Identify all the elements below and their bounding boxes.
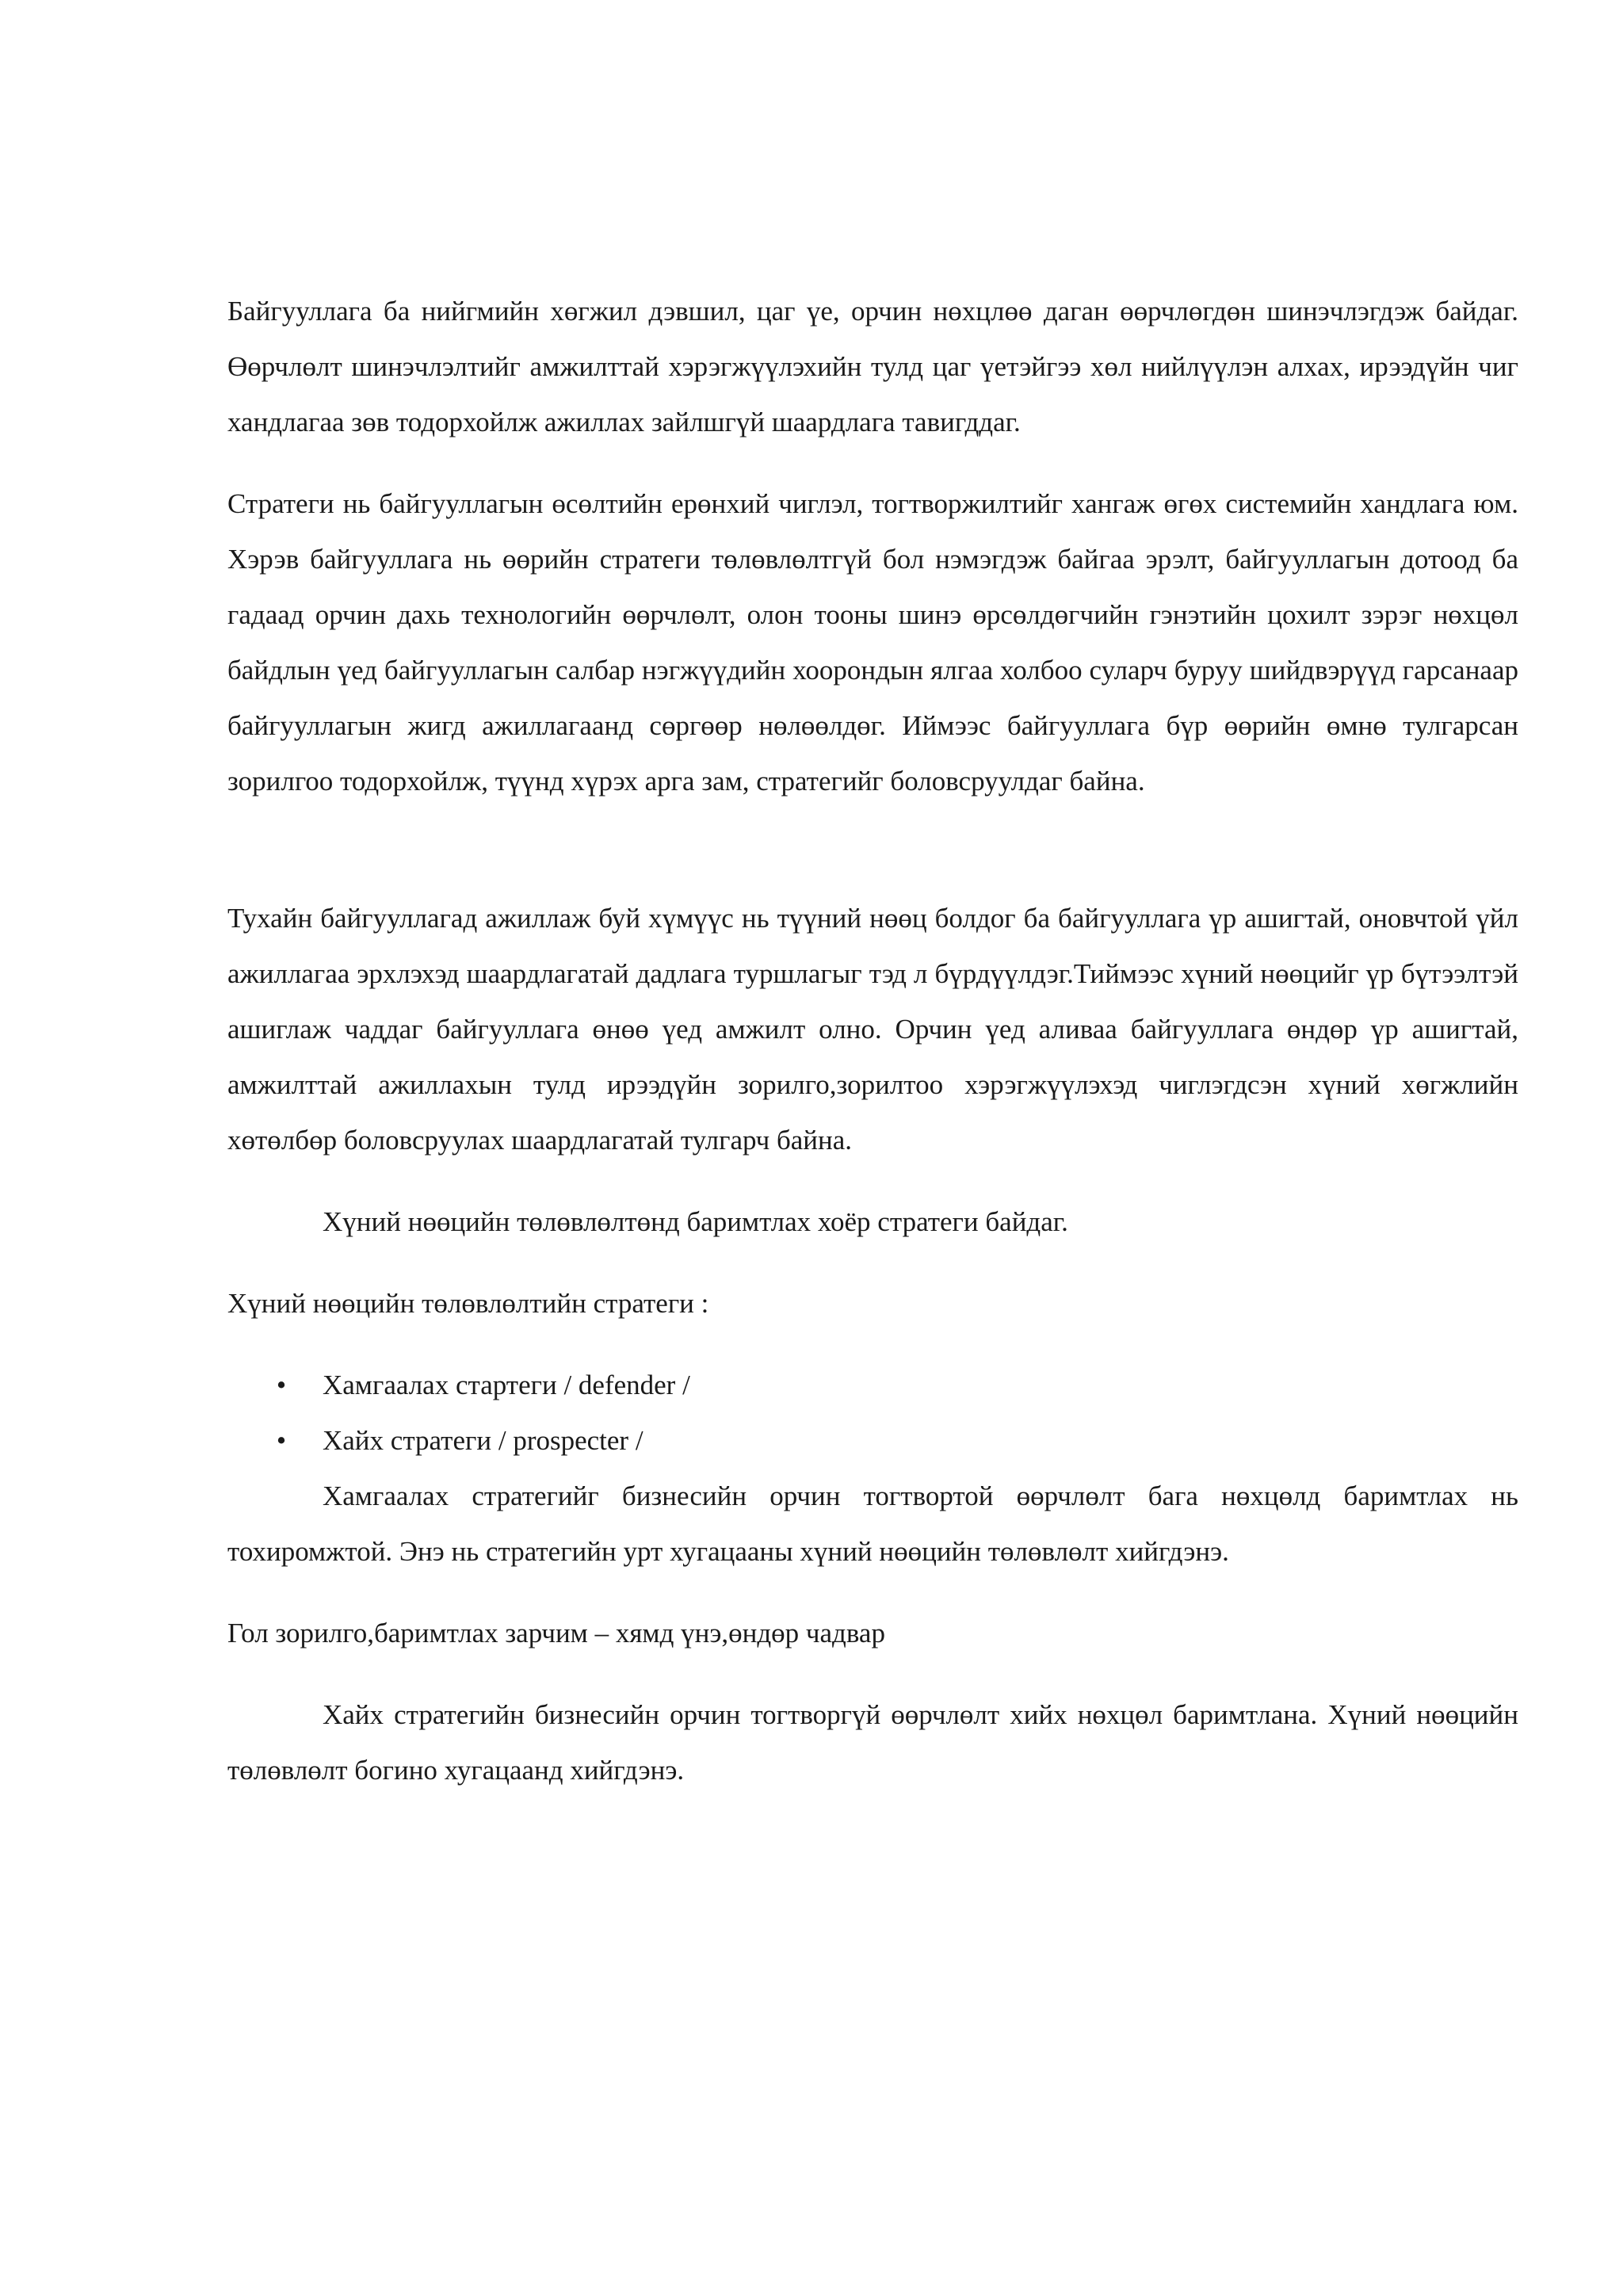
paragraph-defender-strategy: Хамгаалах стратегийг бизнесийн орчин тогтвортой өөрчлөлт бага нөхцөлд баримтлах нь тохиромжтой. Энэ нь стратегийн урт хугацааны хүний нөөцийн төлөвлөлт хийгдэнэ. <box>227 1480 1518 1567</box>
list-item <box>227 1358 1518 1413</box>
paragraph-prospector-strategy: Хайх стратегийн бизнесийн орчин тогтворгүй өөрчлөлт хийх нөхцөл баримтлана. Хүний нөөцийн төлөвлөлт богино хугацаанд хийгдэнэ. <box>227 1699 1518 1786</box>
paragraph-intro: Байгууллага ба нийгмийн хөгжил дэвшил, цаг үе, орчин нөхцлөө даган өөрчлөгдөн шинэчлэгдэж байдаг. Өөрчлөлт шинэчлэлтийг амжилттай хэрэгжүүлэхийн тулд цаг үетэйгээ хөл нийлүүлэн алхах, ирээдүйн чиг хандлагаа зөв тодорхойлж ажиллах зайлшгүй шаардлага тавигддаг. <box>227 296 1518 437</box>
list-item-text: Хамгаалах стартеги / defender / <box>323 1370 690 1400</box>
list-item-text: Хайх стратеги / prospecter / <box>323 1425 643 1456</box>
list-item <box>227 1413 1518 1469</box>
bullet-icon: • <box>276 1370 287 1400</box>
paragraph-human-resources: Тухайн байгууллагад ажиллаж буй хүмүүс нь түүний нөөц болдог ба байгууллага үр ашигтай, оновчтой үйл ажиллагаа эрхлэхэд шаардлагатай дадлага туршлагыг тэд л бүрдүүлдэг.Тиймээс хүний нөөцийг үр бүтээлтэй ашиглаж чаддаг байгууллага өнөө үед амжилт олно. Орчин үед аливаа байгууллага өндөр үр ашигтай, амжилттай ажиллахын тулд ирээдүйн зорилго,зорилтоо хэрэгжүүлэхэд чиглэгдсэн хүний хөгжлийн хөтөлбөр боловсруулах шаардлагатай тулгарч байна. <box>227 903 1518 1156</box>
paragraph-main-goal: Гол зорилго,баримтлах зарчим – хямд үнэ,өндөр чадвар <box>227 1618 885 1648</box>
paragraph-strategy-list-heading: Хүний нөөцийн төлөвлөлтийн стратеги : <box>227 1288 709 1319</box>
bullet-icon: • <box>276 1425 287 1456</box>
paragraph-two-strategies: Хүний нөөцийн төлөвлөлтөнд баримтлах хоёр стратеги байдаг. <box>323 1206 1068 1237</box>
paragraph-strategy: Стратеги нь байгууллагын өсөлтийн ерөнхий чиглэл, тогтворжилтийг хангаж өгөх системийн хандлага юм. Хэрэв байгууллага нь өөрийн стратеги төлөвлөлтгүй бол нэмэгдэж байгаа эрэлт, байгууллагын дотоод ба гадаад орчин дахь технологийн өөрчлөлт, олон тооны шинэ өрсөлдөгчийн гэнэтийн цохилт зэрэг нөхцөл байдлын үед байгууллагын салбар нэгжүүдийн хоорондын ялгаа холбоо суларч буруу шийдвэрүүд гарсанаар байгууллагын жигд ажиллагаанд сөргөөр нөлөөлдөг. Иймээс байгууллага бүр өөрийн өмнө тулгарсан зорилгоо тодорхойлж, түүнд хүрэх арга зам, стратегийг боловсруулдаг байна. <box>227 488 1518 797</box>
document-body <box>227 284 1518 1798</box>
strategy-bullet-list <box>227 1358 1518 1469</box>
